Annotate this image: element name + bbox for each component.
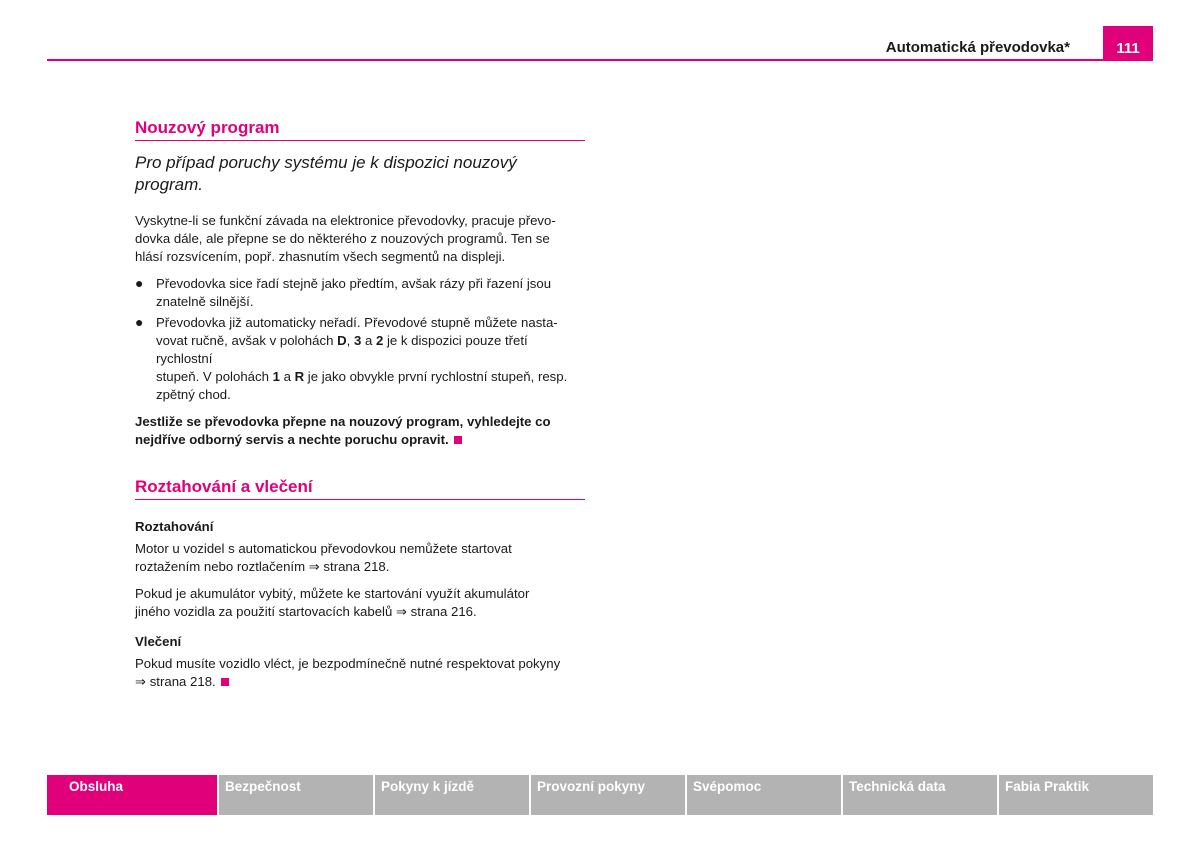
tab-provozni-pokyny[interactable]: Provozní pokyny [531, 775, 685, 815]
section-towing [135, 477, 585, 691]
section-end-square-icon [221, 678, 229, 686]
header-rule [47, 59, 1153, 61]
paragraph [135, 585, 585, 621]
text-line: ⇒ strana 218. [135, 674, 216, 689]
text-fragment: , [346, 333, 354, 348]
list-item [135, 275, 585, 311]
gear-position: 2 [375, 333, 384, 348]
text-line: hlásí rozsvícením, popř. zhasnutím všech segmentů na displeji. [135, 249, 506, 264]
bullet-dot-icon: ● [135, 275, 144, 291]
chapter-nav [47, 775, 1153, 815]
tab-pokyny-k-jizde[interactable]: Pokyny k jízdě [375, 775, 529, 815]
text-line: Převodovka již automaticky neřadí. Převodové stupně můžete nasta- [156, 315, 558, 330]
text-fragment: a [279, 369, 295, 384]
text-fragment: je k dispozici pouze třetí rychlostní [156, 333, 528, 366]
text-line: Převodovka sice řadí stejně jako předtím, avšak rázy při řazení jsou [156, 276, 552, 291]
text-line: Vyskytne-li se funkční závada na elektronice převodovky, pracuje převo- [135, 213, 556, 228]
paragraph [135, 540, 585, 576]
text-fragment: a [361, 333, 376, 348]
bullet-dot-icon: ● [135, 314, 144, 330]
tab-bezpecnost[interactable]: Bezpečnost [219, 775, 373, 815]
gear-position: R [294, 369, 305, 384]
text-line: Motor u vozidel s automatickou převodovkou nemůžete startovat [135, 541, 512, 556]
section-title: Roztahování a vlečení [135, 477, 585, 500]
warning-note [135, 413, 585, 449]
gear-position: D [337, 333, 347, 348]
text-line: znatelně silnější. [156, 294, 254, 309]
tab-svepomoc[interactable]: Svépomoc [687, 775, 841, 815]
section-lead: Pro případ poruchy systému je k dispozici nouzový program. [135, 153, 517, 194]
page-number: 111 [1103, 26, 1153, 61]
text-line: Pokud je akumulátor vybitý, můžete ke startování využít akumulátor [135, 586, 530, 601]
paragraph [135, 655, 585, 691]
text-line: Pokud musíte vozidlo vléct, je bezpodmínečně nutné respektovat pokyny [135, 656, 561, 671]
tab-obsluha[interactable]: Obsluha [47, 775, 217, 815]
text-line: dovka dále, ale přepne se do některého z nouzových programů. Ten se [135, 231, 550, 246]
paragraph [135, 212, 585, 266]
subheading: Vlečení [135, 634, 182, 649]
chapter-title: Automatická převodovka* [885, 39, 1070, 56]
text-line: nejdříve odborný servis a nechte poruchu opravit. [135, 432, 449, 447]
list-item [135, 314, 585, 404]
text-fragment: stupeň. V polohách [156, 369, 273, 384]
text-line: roztažením nebo roztlačením ⇒ strana 218. [135, 559, 390, 574]
section-emergency-program [135, 118, 585, 449]
text-line: zpětný chod. [156, 387, 231, 402]
gear-position: 1 [272, 369, 280, 384]
section-title: Nouzový program [135, 118, 585, 141]
text-line: jiného vozidla za použití startovacích kabelů ⇒ strana 216. [135, 604, 477, 619]
tab-fabia-praktik[interactable]: Fabia Praktik [999, 775, 1153, 815]
text-fragment: je jako obvykle první rychlostní stupeň, resp. [304, 369, 568, 384]
text-fragment: vovat ručně, avšak v polohách [156, 333, 338, 348]
tab-technicka-data[interactable]: Technická data [843, 775, 997, 815]
section-end-square-icon [454, 436, 462, 444]
subheading: Roztahování [135, 519, 214, 534]
text-line: Jestliže se převodovka přepne na nouzový program, vyhledejte co [135, 414, 551, 429]
gear-position: 3 [353, 333, 362, 348]
